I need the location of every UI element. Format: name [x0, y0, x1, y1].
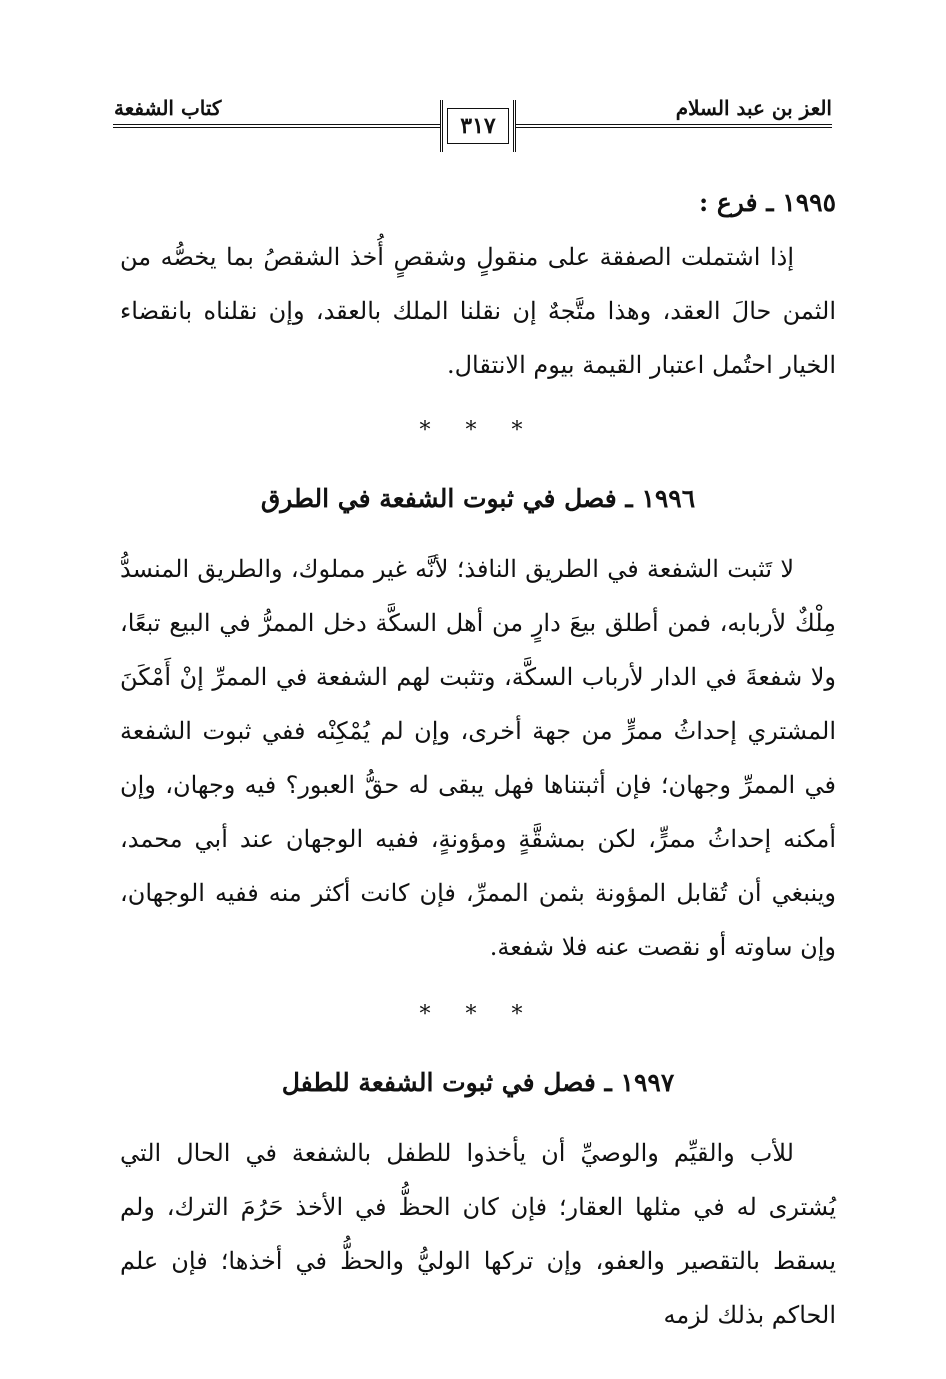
page-number: ٣١٧ [447, 108, 509, 144]
section-separator-1: * * * [419, 418, 537, 443]
page-body [120, 176, 836, 1342]
section-1995-paragraph: إذا اشتملت الصفقة على منقولٍ وشقصٍ أُخذ الشقصُ بما يخصُّه من الثمن حالَ العقد، وهذا متَّجهٌ إن نقلنا الملك بالعقد، وإن نقلناه بانقضاء الخيار احتُمل اعتبار القيمة بيوم الانتقال. [120, 243, 836, 379]
section-1995-heading: ١٩٩٥ ـ فرع : [698, 188, 836, 217]
section-1997-paragraph: للأب والقيِّم والوصيِّ أن يأخذوا للطفل بالشفعة في الحال التي يُشترى له في مثلها العقار؛ فإن كان الحظُّ في الأخذ حَرُمَ الترك، ولم يسقط بالتقصير والعفو، وإن تركها الوليُّ والحظُّ في أخذها؛ فإن علم الحاكم بذلك لزمه [120, 1139, 836, 1329]
running-head-author: العز بن عبد السلام [675, 96, 832, 120]
running-head-section: كتاب الشفعة [114, 96, 222, 120]
section-1997-title: ١٩٩٧ ـ فصل في ثبوت الشفعة للطفل [281, 1068, 675, 1097]
page-number-box [440, 100, 516, 152]
section-1996-paragraph: لا تَثبت الشفعة في الطريق النافذ؛ لأنَّه غير مملوك، والطريق المنسدُّ مِلْكٌ لأربابه، فمن أطلق بيعَ دارٍ من أهل السكَّة دخل الممرُّ في البيع تبعًا، ولا شفعةَ في الدار لأرباب السكَّة، وتثبت لهم الشفعة في الممرِّ إنْ أَمْكَنَ المشتري إحداثُ ممرٍّ من جهة أخرى، وإن لم يُمْكِنْه ففي ثبوت الشفعة في الممرِّ وجهان؛ فإن أثبتناها فهل يبقى له حقُّ العبور؟ فيه وجهان، وإن أمكنه إحداثُ ممرٍّ، لكن بمشقَّةٍ ومؤونةٍ، ففيه الوجهان عند أبي محمد، وينبغي أن تُقابل المؤونة بثمن الممرِّ، فإن كانت أكثر منه ففيه الوجهان، وإن ساوته أو نقصت عنه فلا شفعة. [120, 555, 836, 961]
section-1996-title: ١٩٩٦ ـ فصل في ثبوت الشفعة في الطرق [260, 484, 696, 513]
section-separator-2: * * * [419, 1002, 537, 1027]
page-header [0, 0, 946, 160]
header-rule-left [113, 124, 440, 128]
header-rule-right [516, 124, 832, 128]
